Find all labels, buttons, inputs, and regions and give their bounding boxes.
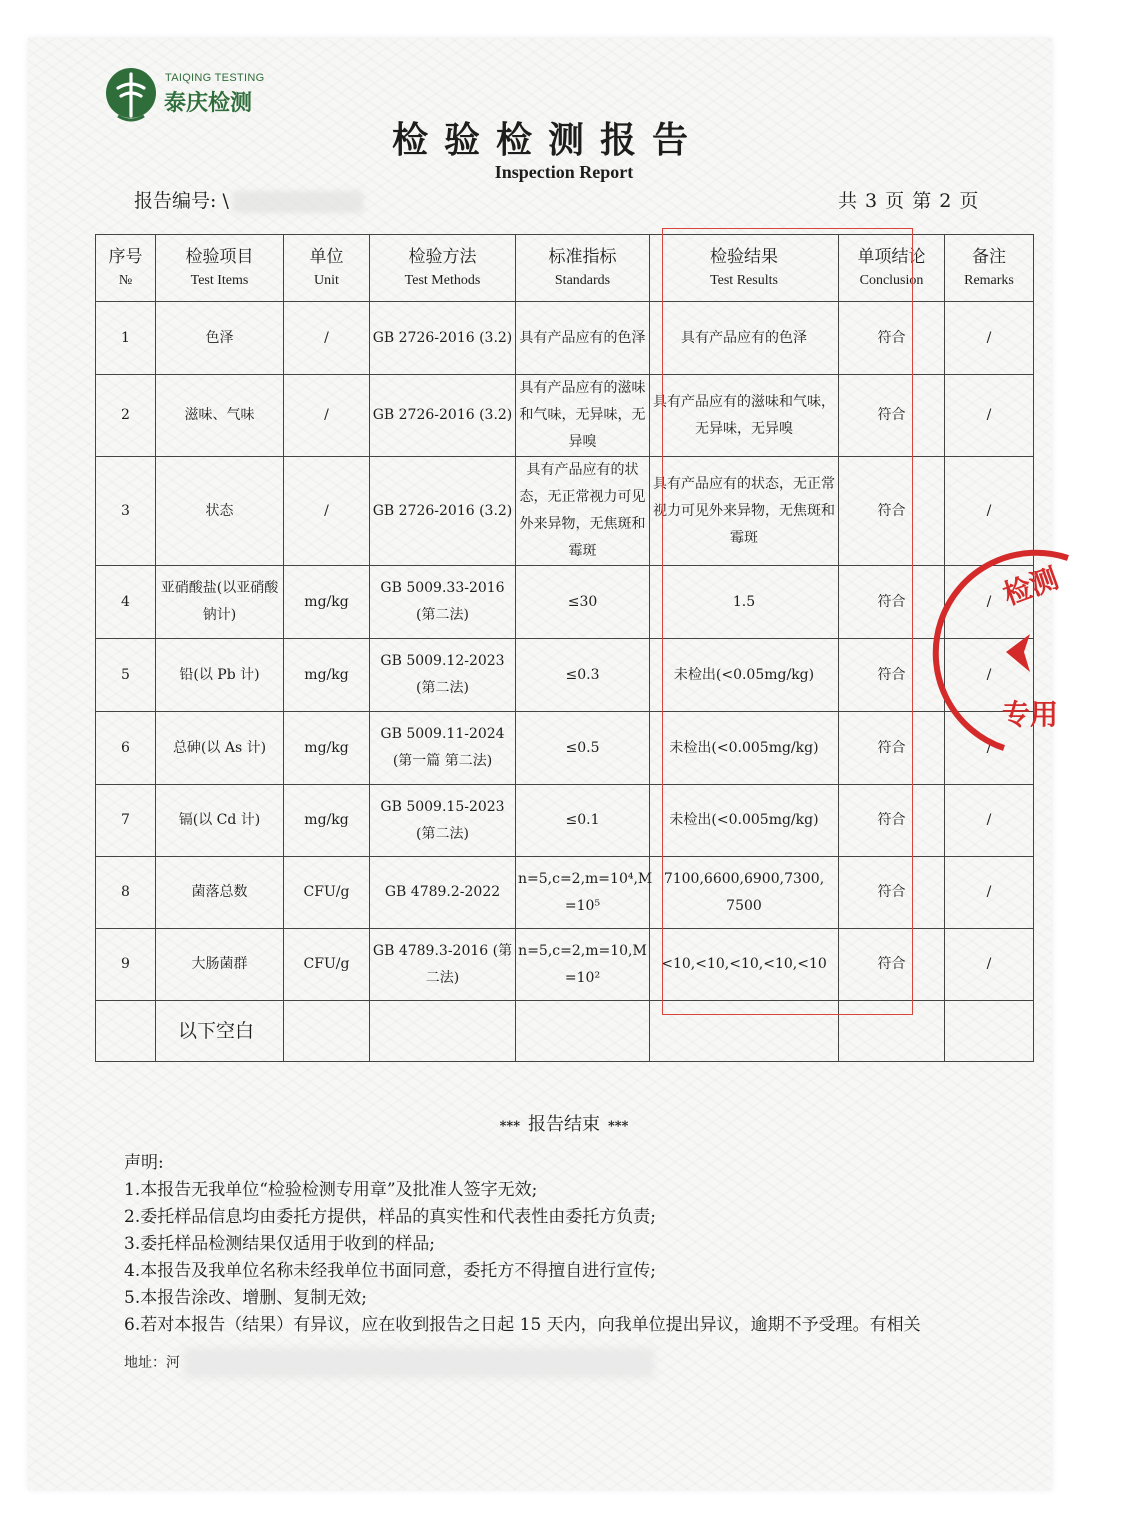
row-unit: mg/kg (284, 566, 370, 639)
row-result: 具有产品应有的状态，无正常视力可见外来异物，无焦斑和霉斑 (650, 457, 839, 566)
row-no: 3 (96, 457, 156, 566)
declaration (124, 1150, 921, 1339)
blank-row (96, 1001, 1034, 1062)
row-unit: / (284, 375, 370, 457)
row-unit: mg/kg (284, 639, 370, 712)
row-remark: / (945, 929, 1034, 1001)
report-subtitle: Inspection Report (494, 162, 634, 182)
row-item: 菌落总数 (156, 857, 284, 929)
table-row (96, 375, 1034, 457)
row-remark: / (945, 785, 1034, 857)
row-method: GB 2726-2016 (3.2) (370, 302, 516, 375)
row-result: 1.5 (650, 566, 839, 639)
row-standard: 具有产品应有的滋味和气味，无异味，无异嗅 (516, 375, 650, 457)
row-item: 总砷(以 As 计) (156, 712, 284, 785)
row-method: GB 5009.33-2016 (第二法) (370, 566, 516, 639)
col-header-unit: 单位 Unit (284, 235, 370, 302)
row-result: 未检出(<0.005mg/kg) (650, 785, 839, 857)
official-seal (990, 552, 1063, 764)
col-header-conclusion: 单项结论 Conclusion (839, 235, 945, 302)
row-conclusion: 符合 (839, 375, 945, 457)
row-item: 镉(以 Cd 计) (156, 785, 284, 857)
table-row (96, 712, 1034, 785)
address-label: 地址：河 (124, 1355, 180, 1371)
row-no: 6 (96, 712, 156, 785)
declaration-item: 6.若对本报告（结果）有异议，应在收到报告之日起 15 天内，向我单位提出异议，逾期不予受理。有相关 (124, 1315, 921, 1335)
declaration-item: 1.本报告无我单位“检验检测专用章”及批准人签字无效; (124, 1180, 538, 1200)
declaration-item: 2.委托样品信息均由委托方提供，样品的真实性和代表性由委托方负责; (124, 1207, 656, 1227)
col-header-item: 检验项目 Test Items (156, 235, 284, 302)
row-unit: mg/kg (284, 785, 370, 857)
address-line (124, 1348, 654, 1378)
table-row (96, 785, 1034, 857)
row-standard: n=5,c=2,m=10⁴,M =10⁵ (516, 857, 650, 929)
row-unit: CFU/g (284, 857, 370, 929)
row-conclusion: 符合 (839, 929, 945, 1001)
row-method: GB 5009.11-2024 (第一篇 第二法) (370, 712, 516, 785)
report-end-note: *** 报告结束 *** (499, 1114, 629, 1135)
declaration-item: 4.本报告及我单位名称未经我单位书面同意，委托方不得擅自进行宣传; (124, 1261, 656, 1281)
row-standard: n=5,c=2,m=10,M =10² (516, 929, 650, 1001)
row-result: 具有产品应有的滋味和气味，无异味，无异嗅 (650, 375, 839, 457)
svg-text:检测: 检测 (998, 561, 1063, 612)
row-conclusion: 符合 (839, 566, 945, 639)
declaration-heading: 声明: (124, 1153, 164, 1173)
declaration-item: 3.委托样品检测结果仅适用于收到的样品; (124, 1234, 435, 1254)
row-conclusion: 符合 (839, 712, 945, 785)
row-no: 7 (96, 785, 156, 857)
table-row (96, 857, 1034, 929)
row-remark: / (945, 457, 1034, 566)
row-standard: ≤30 (516, 566, 650, 639)
row-remark: / (945, 712, 1034, 785)
logo-en-text: TAIQING TESTING (165, 72, 265, 84)
blank-below-note: 以下空白 (156, 1001, 284, 1062)
table-row (96, 639, 1034, 712)
svg-text:专用: 专用 (1002, 698, 1059, 731)
row-method: GB 5009.15-2023 (第二法) (370, 785, 516, 857)
seal-icon (990, 552, 1063, 764)
row-no: 8 (96, 857, 156, 929)
table-header-row (96, 235, 1034, 302)
col-header-no: 序号 № (96, 235, 156, 302)
table-row (96, 457, 1034, 566)
row-remark: / (945, 857, 1034, 929)
row-remark: / (945, 375, 1034, 457)
row-item: 色泽 (156, 302, 284, 375)
row-no: 9 (96, 929, 156, 1001)
report-number-label: 报告编号: \ (134, 190, 229, 212)
row-conclusion: 符合 (839, 457, 945, 566)
row-method: GB 2726-2016 (3.2) (370, 375, 516, 457)
table-row (96, 302, 1034, 375)
table-row (96, 566, 1034, 639)
row-result: 具有产品应有的色泽 (650, 302, 839, 375)
redacted-address (184, 1348, 654, 1378)
row-item: 状态 (156, 457, 284, 566)
row-no: 4 (96, 566, 156, 639)
row-method: GB 4789.3-2016 (第二法) (370, 929, 516, 1001)
row-result: 未检出(<0.05mg/kg) (650, 639, 839, 712)
col-header-result: 检验结果 Test Results (650, 235, 839, 302)
row-conclusion: 符合 (839, 302, 945, 375)
row-standard: ≤0.1 (516, 785, 650, 857)
declaration-item: 5.本报告涂改、增删、复制无效; (124, 1288, 367, 1308)
inspection-results-table (95, 234, 1034, 1062)
row-method: GB 2726-2016 (3.2) (370, 457, 516, 566)
row-method: GB 4789.2-2022 (370, 857, 516, 929)
row-conclusion: 符合 (839, 639, 945, 712)
row-unit: / (284, 302, 370, 375)
row-unit: mg/kg (284, 712, 370, 785)
col-header-method: 检验方法 Test Methods (370, 235, 516, 302)
row-no: 5 (96, 639, 156, 712)
row-standard: ≤0.3 (516, 639, 650, 712)
row-method: GB 5009.12-2023 (第二法) (370, 639, 516, 712)
report-title: 检验检测报告 (391, 119, 704, 161)
report-number (134, 186, 363, 213)
col-header-remark: 备注 Remarks (945, 235, 1034, 302)
row-standard: 具有产品应有的状态，无正常视力可见外来异物，无焦斑和霉斑 (516, 457, 650, 566)
table-row (96, 929, 1034, 1001)
logo-cn-text: 泰庆检测 (164, 91, 253, 116)
row-item: 铅(以 Pb 计) (156, 639, 284, 712)
row-result: <10,<10,<10,<10,<10 (650, 929, 839, 1001)
row-remark: / (945, 566, 1034, 639)
row-standard: 具有产品应有的色泽 (516, 302, 650, 375)
row-no: 1 (96, 302, 156, 375)
row-result: 未检出(<0.005mg/kg) (650, 712, 839, 785)
page-count: 共 3 页 第 2 页 (838, 190, 980, 212)
col-header-standard: 标准指标 Standards (516, 235, 650, 302)
row-unit: CFU/g (284, 929, 370, 1001)
redacted-report-number (233, 191, 363, 213)
row-standard: ≤0.5 (516, 712, 650, 785)
row-conclusion: 符合 (839, 785, 945, 857)
row-result: 7100,6600,6900,7300, 7500 (650, 857, 839, 929)
row-item: 亚硝酸盐(以亚硝酸钠计) (156, 566, 284, 639)
row-remark: / (945, 302, 1034, 375)
row-unit: / (284, 457, 370, 566)
row-item: 大肠菌群 (156, 929, 284, 1001)
row-no: 2 (96, 375, 156, 457)
row-remark: / (945, 639, 1034, 712)
row-item: 滋味、气味 (156, 375, 284, 457)
row-conclusion: 符合 (839, 857, 945, 929)
